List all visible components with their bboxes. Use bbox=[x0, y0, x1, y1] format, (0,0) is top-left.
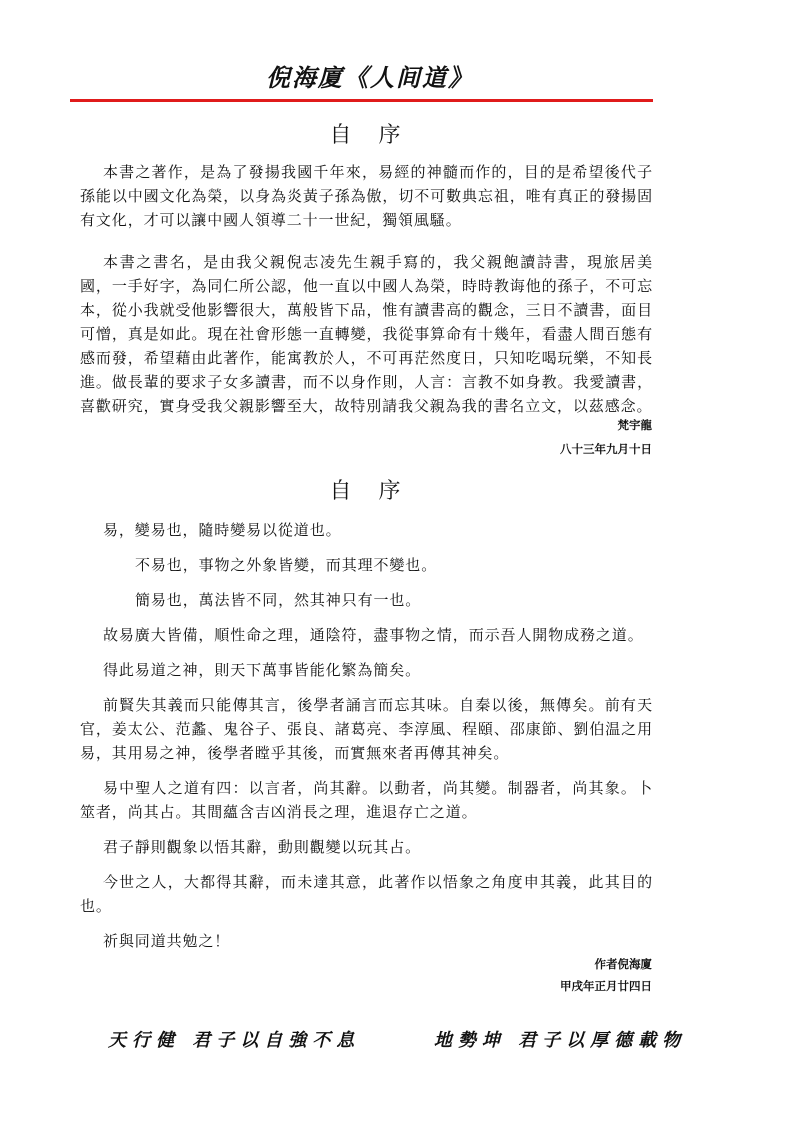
calligraphy-couplet bbox=[108, 1026, 686, 1052]
section1-body bbox=[80, 160, 653, 436]
paragraph: 易中聖人之道有四：以言者，尚其辭。以動者，尚其變。制器者，尚其象。卜筮者，尚其占。其間蘊含吉凶消長之理，進退存亡之道。 bbox=[80, 779, 653, 821]
paragraph: 本書之著作，是為了發揚我國千年來，易經的神髓而作的，目的是希望後代子孫能以中國文化為榮，以身為炎黃子孫為傲，切不可數典忘祖，唯有真正的發揚固有文化，才可以讓中國人領導二十一世紀，獨領風騷。 bbox=[80, 163, 653, 229]
paragraph: 簡易也，萬法皆不同，然其神只有一也。 bbox=[135, 591, 422, 609]
section2-heading: 自 序 bbox=[329, 479, 411, 504]
paragraph: 得此易道之神，則天下萬事皆能化繁為簡矣。 bbox=[103, 661, 422, 679]
paragraph: 前賢失其義而只能傳其言，後學者誦言而忘其味。自秦以後，無傳矣。前有天官，姜太公、范蠡、鬼谷子、張良、諸葛亮、李淳風、程頤、邵康節、劉伯温之用易，其用易之神，後學者瞠乎其後，而實無來者再傳其神矣。 bbox=[80, 696, 653, 762]
paragraph: 易，變易也，隨時變易以從道也。 bbox=[103, 521, 342, 539]
section1-signature: 梵宇龍 bbox=[617, 418, 652, 432]
section1-date: 八十三年九月十日 bbox=[560, 442, 652, 456]
section1-heading: 自 序 bbox=[329, 123, 411, 148]
paragraph: 君子靜則觀象以悟其辭，動則觀變以玩其占。 bbox=[103, 838, 422, 856]
calligraphy-left: 天行健 君子以自強不息 bbox=[108, 1030, 361, 1051]
section2-signature: 作者倪海廈 bbox=[594, 957, 652, 971]
paragraph: 故易廣大皆備，順性命之理，通陰符，盡事物之情，而示吾人開物成務之道。 bbox=[103, 626, 644, 644]
calligraphy-right: 地勢坤 君子以厚德載物 bbox=[433, 1030, 687, 1051]
document-title: 倪海廈《人间道》 bbox=[266, 63, 474, 92]
section2-date: 甲戌年正月廿四日 bbox=[560, 979, 652, 993]
paragraph: 不易也，事物之外象皆變，而其理不變也。 bbox=[135, 556, 438, 574]
header-divider bbox=[70, 99, 653, 102]
paragraph: 祈與同道共勉之！ bbox=[103, 932, 231, 950]
paragraph: 本書之書名，是由我父親倪志凌先生親手寫的，我父親飽讀詩書，現旅居美國，一手好字，為同仁所公認，他一直以中國人為榮，時時教诲他的孫子，不可忘本，從小我就受他影響很大，萬般皆下品，惟有讀書高的觀念，三日不讀書，面目可憎，真是如此。現在社會形態一直轉變，我從事算命有十幾年，看盡人間百態有感而發，希望藉由此著作，能寓教於人，不可再茫然度日，只知吃喝玩樂，不知長進。做長輩的要求子女多讀書，而不以身作則，人言：言教不如身教。我愛讀書，喜歡研究，實身受我父親影響至大，故特別請我父親為我的書名立文，以茲感念。 bbox=[80, 253, 653, 415]
paragraph: 今世之人，大都得其辭，而未達其意，此著作以悟象之角度申其義，此其目的也。 bbox=[80, 873, 653, 915]
section2-body bbox=[80, 518, 653, 964]
